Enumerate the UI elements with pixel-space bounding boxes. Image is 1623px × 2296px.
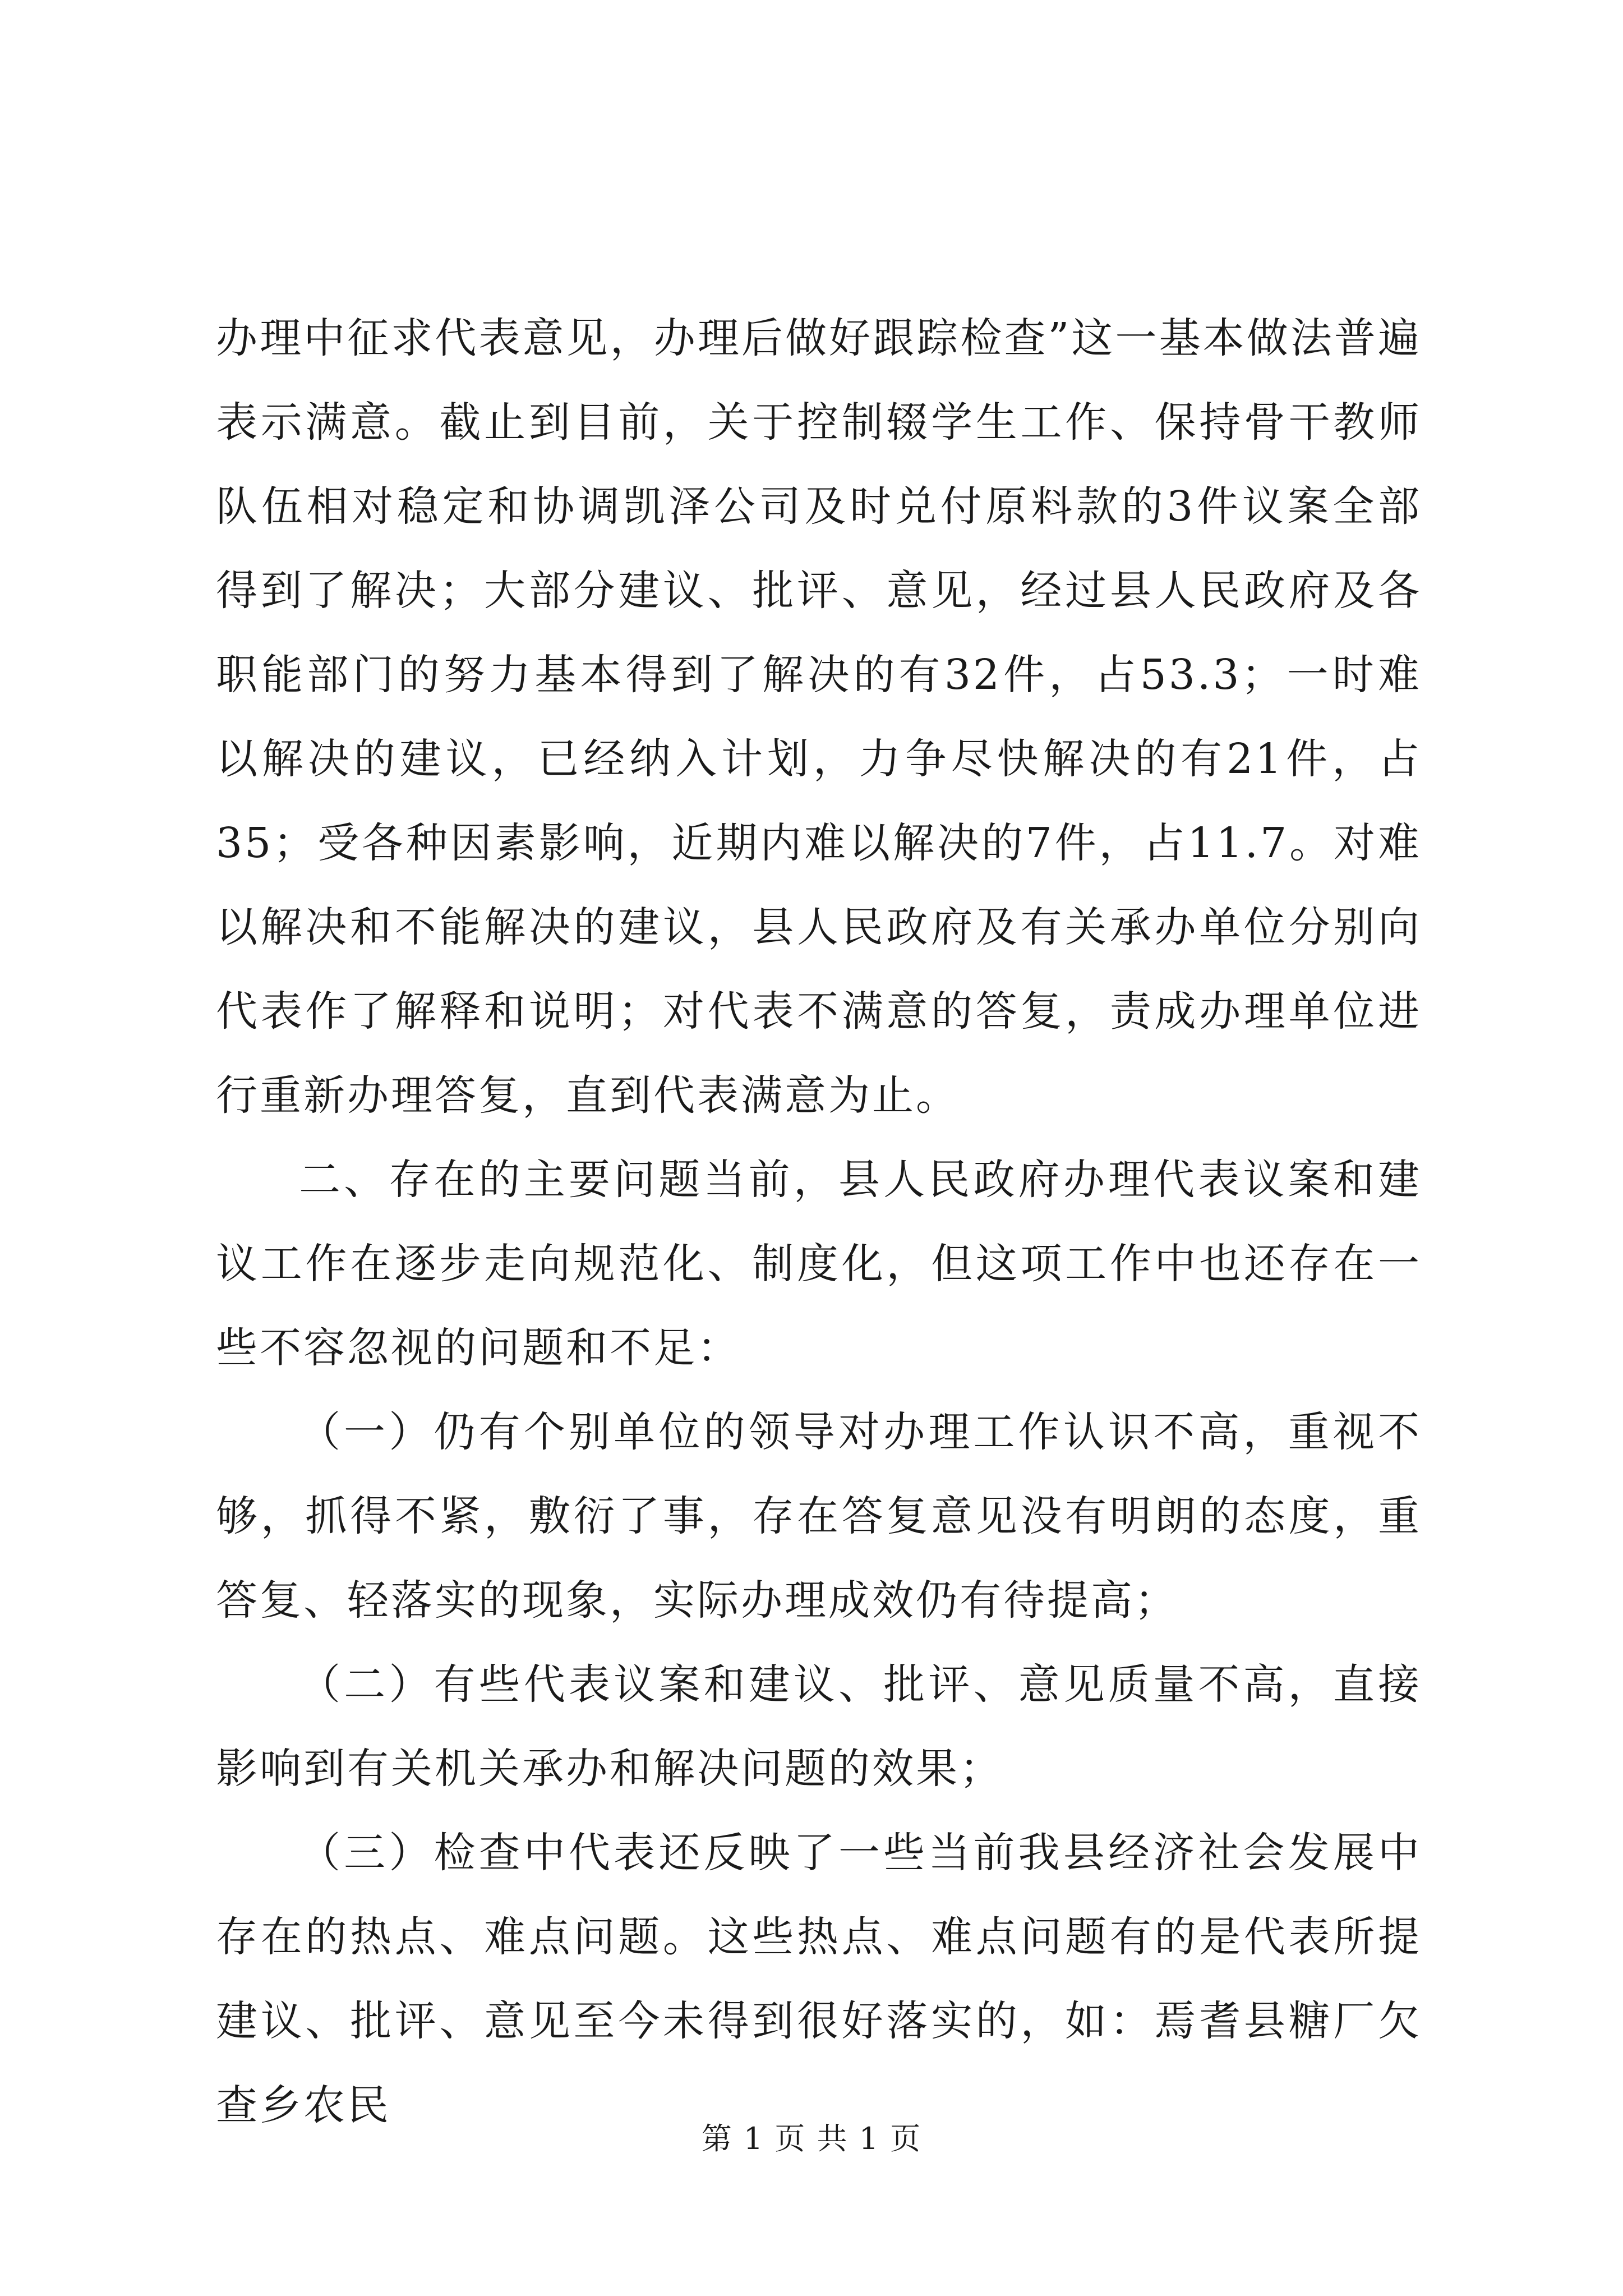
paragraph-3: （一）仍有个别单位的领导对办理工作认识不高，重视不够，抓得不紧，敷衍了事，存在答复意见没有明朗的态度，重答复、轻落实的现象，实际办理成效仍有待提高； xyxy=(216,1408,1422,1625)
paragraph-2: 二、存在的主要问题当前，县人民政府办理代表议案和建议工作在逐步走向规范化、制度化，但这项工作中也还存在一些不容忽视的问题和不足： xyxy=(216,1156,1422,1372)
paragraph-1: 办理中征求代表意见，办理后做好跟踪检查”这一基本做法普遍表示满意。截止到目前，关于控制辍学生工作、保持骨干教师队伍相对稳定和协调凯泽公司及时兑付原料款的3件议案全部得到了解决；大部分建议、批评、意见，经过县人民政府及各职能部门的努力基本得到了解决的有32件，占53.3；一时难以解决的建议，已经纳入计划，力争尽快解决的有21件，占35；受各种因素影响，近期内难以解决的7件，占11.7。对难以解决和不能解决的建议，县人民政府及有关承办单位分别向代表作了解释和说明；对代表不满意的答复，责成办理单位进行重新办理答复，直到代表满意为止。 xyxy=(216,314,1422,1120)
page-footer: 第 1 页 共 1 页 xyxy=(701,2121,922,2156)
paragraph-4: （二）有些代表议案和建议、批评、意见质量不高，直接影响到有关机关承办和解决问题的效果； xyxy=(216,1660,1422,1793)
document-body xyxy=(216,296,1422,2147)
paragraph-5: （三）检查中代表还反映了一些当前我县经济社会发展中存在的热点、难点问题。这些热点、难点问题有的是代表所提建议、批评、意见至今未得到很好落实的，如：焉耆县糖厂欠查乡农民 xyxy=(216,1829,1422,2129)
